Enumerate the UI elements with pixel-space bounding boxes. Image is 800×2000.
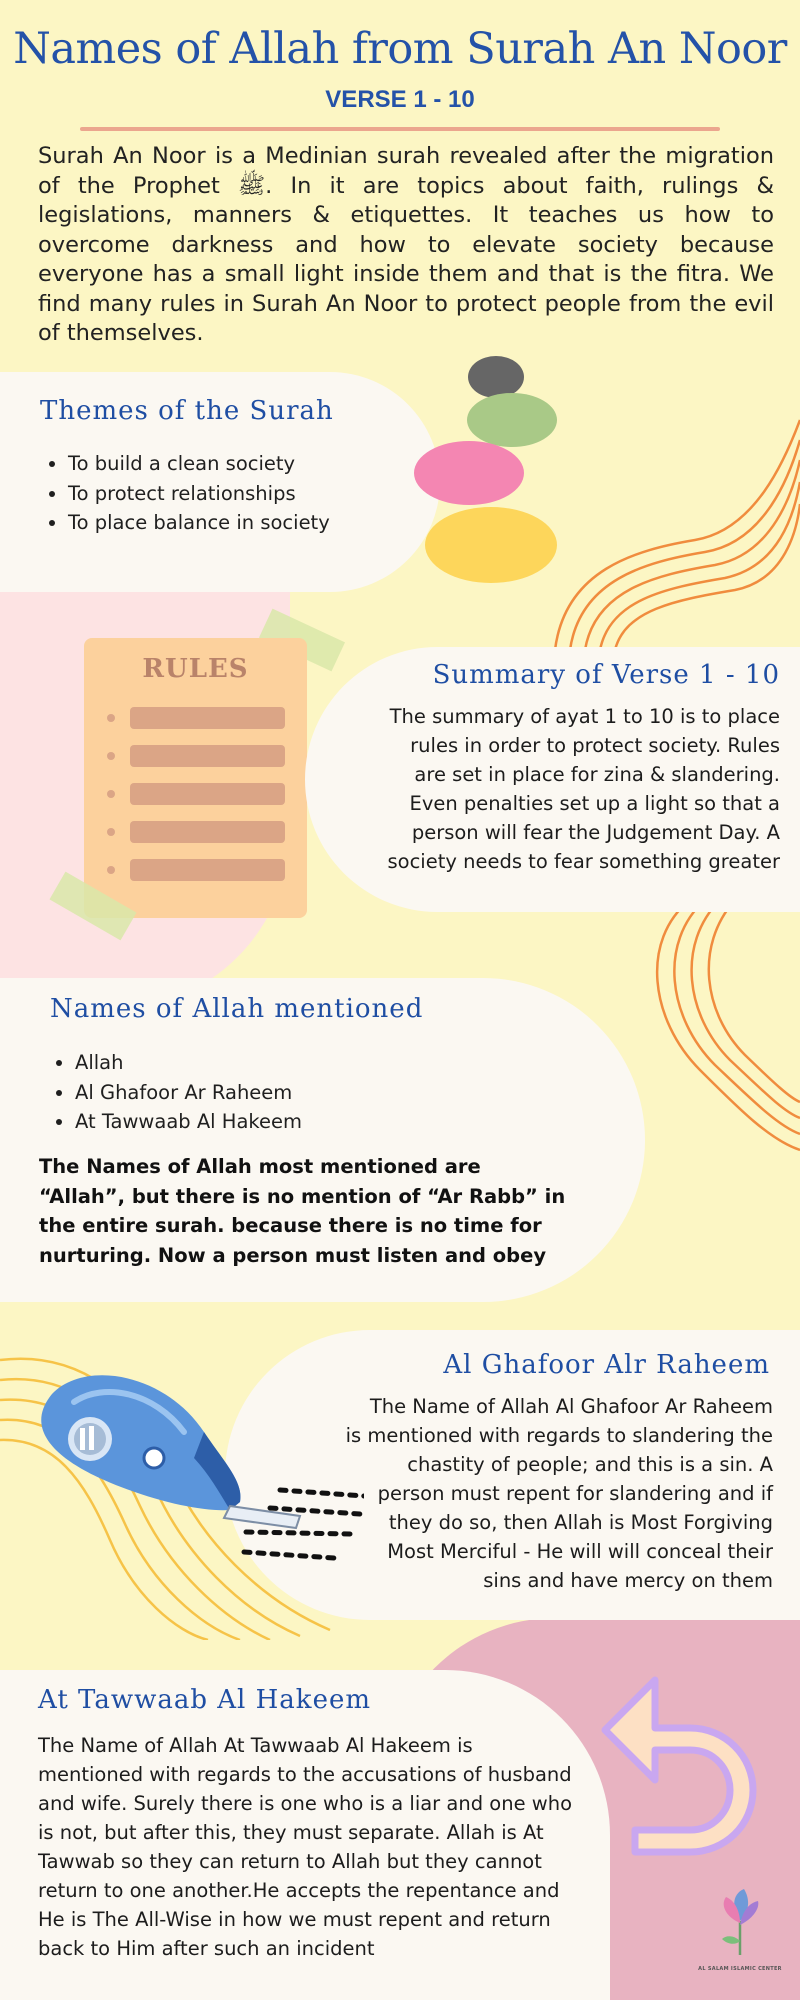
stone-green (467, 393, 557, 447)
summary-heading: Summary of Verse 1 - 10 (432, 660, 780, 690)
summary-text: The summary of ayat 1 to 10 is to place rules in order to protect society. Rules are set in place for zina & slandering. Even penalties set up a light so that a person will fear the Judgement Day. A society needs to fear something greater (387, 705, 780, 873)
stone-pink (414, 441, 524, 505)
correction-tape-icon (34, 1362, 364, 1572)
stone-grey (468, 356, 524, 398)
themes-heading: Themes of the Surah (40, 396, 334, 426)
list-item: • Allah (75, 1048, 475, 1078)
stone-yellow (425, 507, 557, 583)
list-item: • At Tawwaab Al Hakeem (75, 1107, 475, 1137)
orange-wave-lines-top (545, 400, 800, 650)
return-arrow-icon (595, 1670, 770, 1860)
list-item: • Al Ghafoor Ar Raheem (75, 1078, 475, 1108)
logo-text: AL SALAM ISLAMIC CENTER (698, 1966, 782, 1972)
list-item: • To place balance in society (68, 508, 428, 538)
tawwaab-text: The Name of Allah At Tawwaab Al Hakeem is mentioned with regards to the accusations of husband and wife. Surely there is one who is a liar and one who is not, but after this, they must separate. Allah is At Tawwab so they can return to Allah but they cannot return to one another.He accepts the repentance and He is The All-Wise in how we must repent and return back to Him after such an incident (38, 1734, 573, 1960)
stacked-stones-illustration (410, 350, 560, 590)
ghafoor-heading: Al Ghafoor Alr Raheem (443, 1350, 770, 1380)
flower-logo (710, 1885, 770, 1963)
names-note: The Names of Allah most mentioned are “Allah”, but there is no mention of “Ar Rabb” in the entire surah. because there is no time for nurturing. Now a person must listen and obey (39, 1155, 566, 1267)
names-list (47, 1048, 475, 1137)
themes-list (40, 449, 428, 538)
ghafoor-text: The Name of Allah Al Ghafoor Ar Raheem is mentioned with regards to slandering the chastity of people; and this is a sin. A person must repent for slandering and if they do so, then Allah is Most Forgiving Most Merciful - He will will conceal their sins and have mercy on them (345, 1395, 773, 1592)
verse-subtitle: VERSE 1 - 10 (325, 86, 475, 113)
title-divider (80, 127, 720, 131)
tawwaab-heading: At Tawwaab Al Hakeem (38, 1685, 371, 1715)
orange-wave-lines-mid (620, 900, 800, 1160)
names-heading: Names of Allah mentioned (50, 994, 424, 1024)
intro-paragraph: Surah An Noor is a Medinian surah revealed after the migration of the Prophet ﷺ. In it are topics about faith, rulings & legislations, manners & etiquettes. It teaches us how to overcome darkness and how to elevate society because everyone has a small light inside them and that is the fitra. We find many rules in Surah An Noor to protect people from the evil of themselves. (38, 143, 774, 346)
rules-label: RULES (142, 654, 249, 684)
page-title: Names of Allah from Surah An Noor (13, 24, 787, 74)
rules-lines (100, 702, 300, 892)
list-item: • To build a clean society (68, 449, 428, 479)
list-item: • To protect relationships (68, 479, 428, 509)
